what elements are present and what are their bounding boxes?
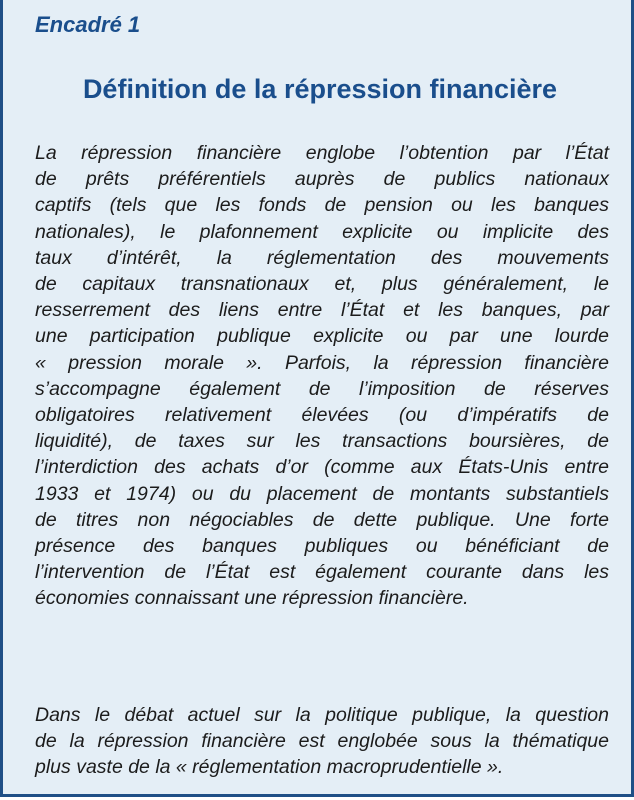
text-line: une participation publique explicite ou par une lourde <box>35 325 609 348</box>
text-line: nationales), le plafonnement explicite ou implicite des <box>35 220 609 243</box>
text-line: La répression financière englobe l’obtention par l’État <box>35 142 609 164</box>
text-line: resserrement des liens entre l’État et les banques, par <box>35 299 609 322</box>
paragraph-context <box>35 702 609 781</box>
box-label: Encadré 1 <box>35 12 141 37</box>
text-line: de titres non négociables de dette publique. Une forte <box>35 508 609 531</box>
text-line: liquidité), de taxes sur les transactions boursières, de <box>35 430 609 453</box>
text-line: « pression morale ». Parfois, la répression financière <box>35 351 609 374</box>
text-line: de capitaux transnationaux et, plus généralement, le <box>35 273 609 296</box>
text-line: 1933 et 1974) ou du placement de montants substantiels <box>35 482 609 505</box>
text-line: de la répression financière est englobée sous la thématique <box>35 730 609 753</box>
paragraph-definition <box>35 140 609 612</box>
text-line: taux d’intérêt, la réglementation des mouvements <box>35 246 609 269</box>
text-line: captifs (tels que les fonds de pension ou les banques <box>35 194 609 217</box>
text-line: présence des banques publiques ou bénéficiant de <box>35 535 609 558</box>
text-line: obligatoires relativement élevées (ou d’impératifs de <box>35 404 609 427</box>
box-title: Définition de la répression financière <box>82 74 558 104</box>
text-line: économies connaissant une répression financière. <box>35 587 469 610</box>
text-line: plus vaste de la « réglementation macroprudentielle ». <box>35 756 504 779</box>
text-line: l’intervention de l’État est également courante dans les <box>35 561 609 584</box>
text-line: de prêts préférentiels auprès de publics nationaux <box>35 168 609 191</box>
text-line: l’interdiction des achats d’or (comme aux États-Unis entre <box>35 456 609 479</box>
text-line: s’accompagne également de l’imposition de réserves <box>35 377 609 400</box>
text-line: Dans le débat actuel sur la politique publique, la question <box>35 704 609 726</box>
